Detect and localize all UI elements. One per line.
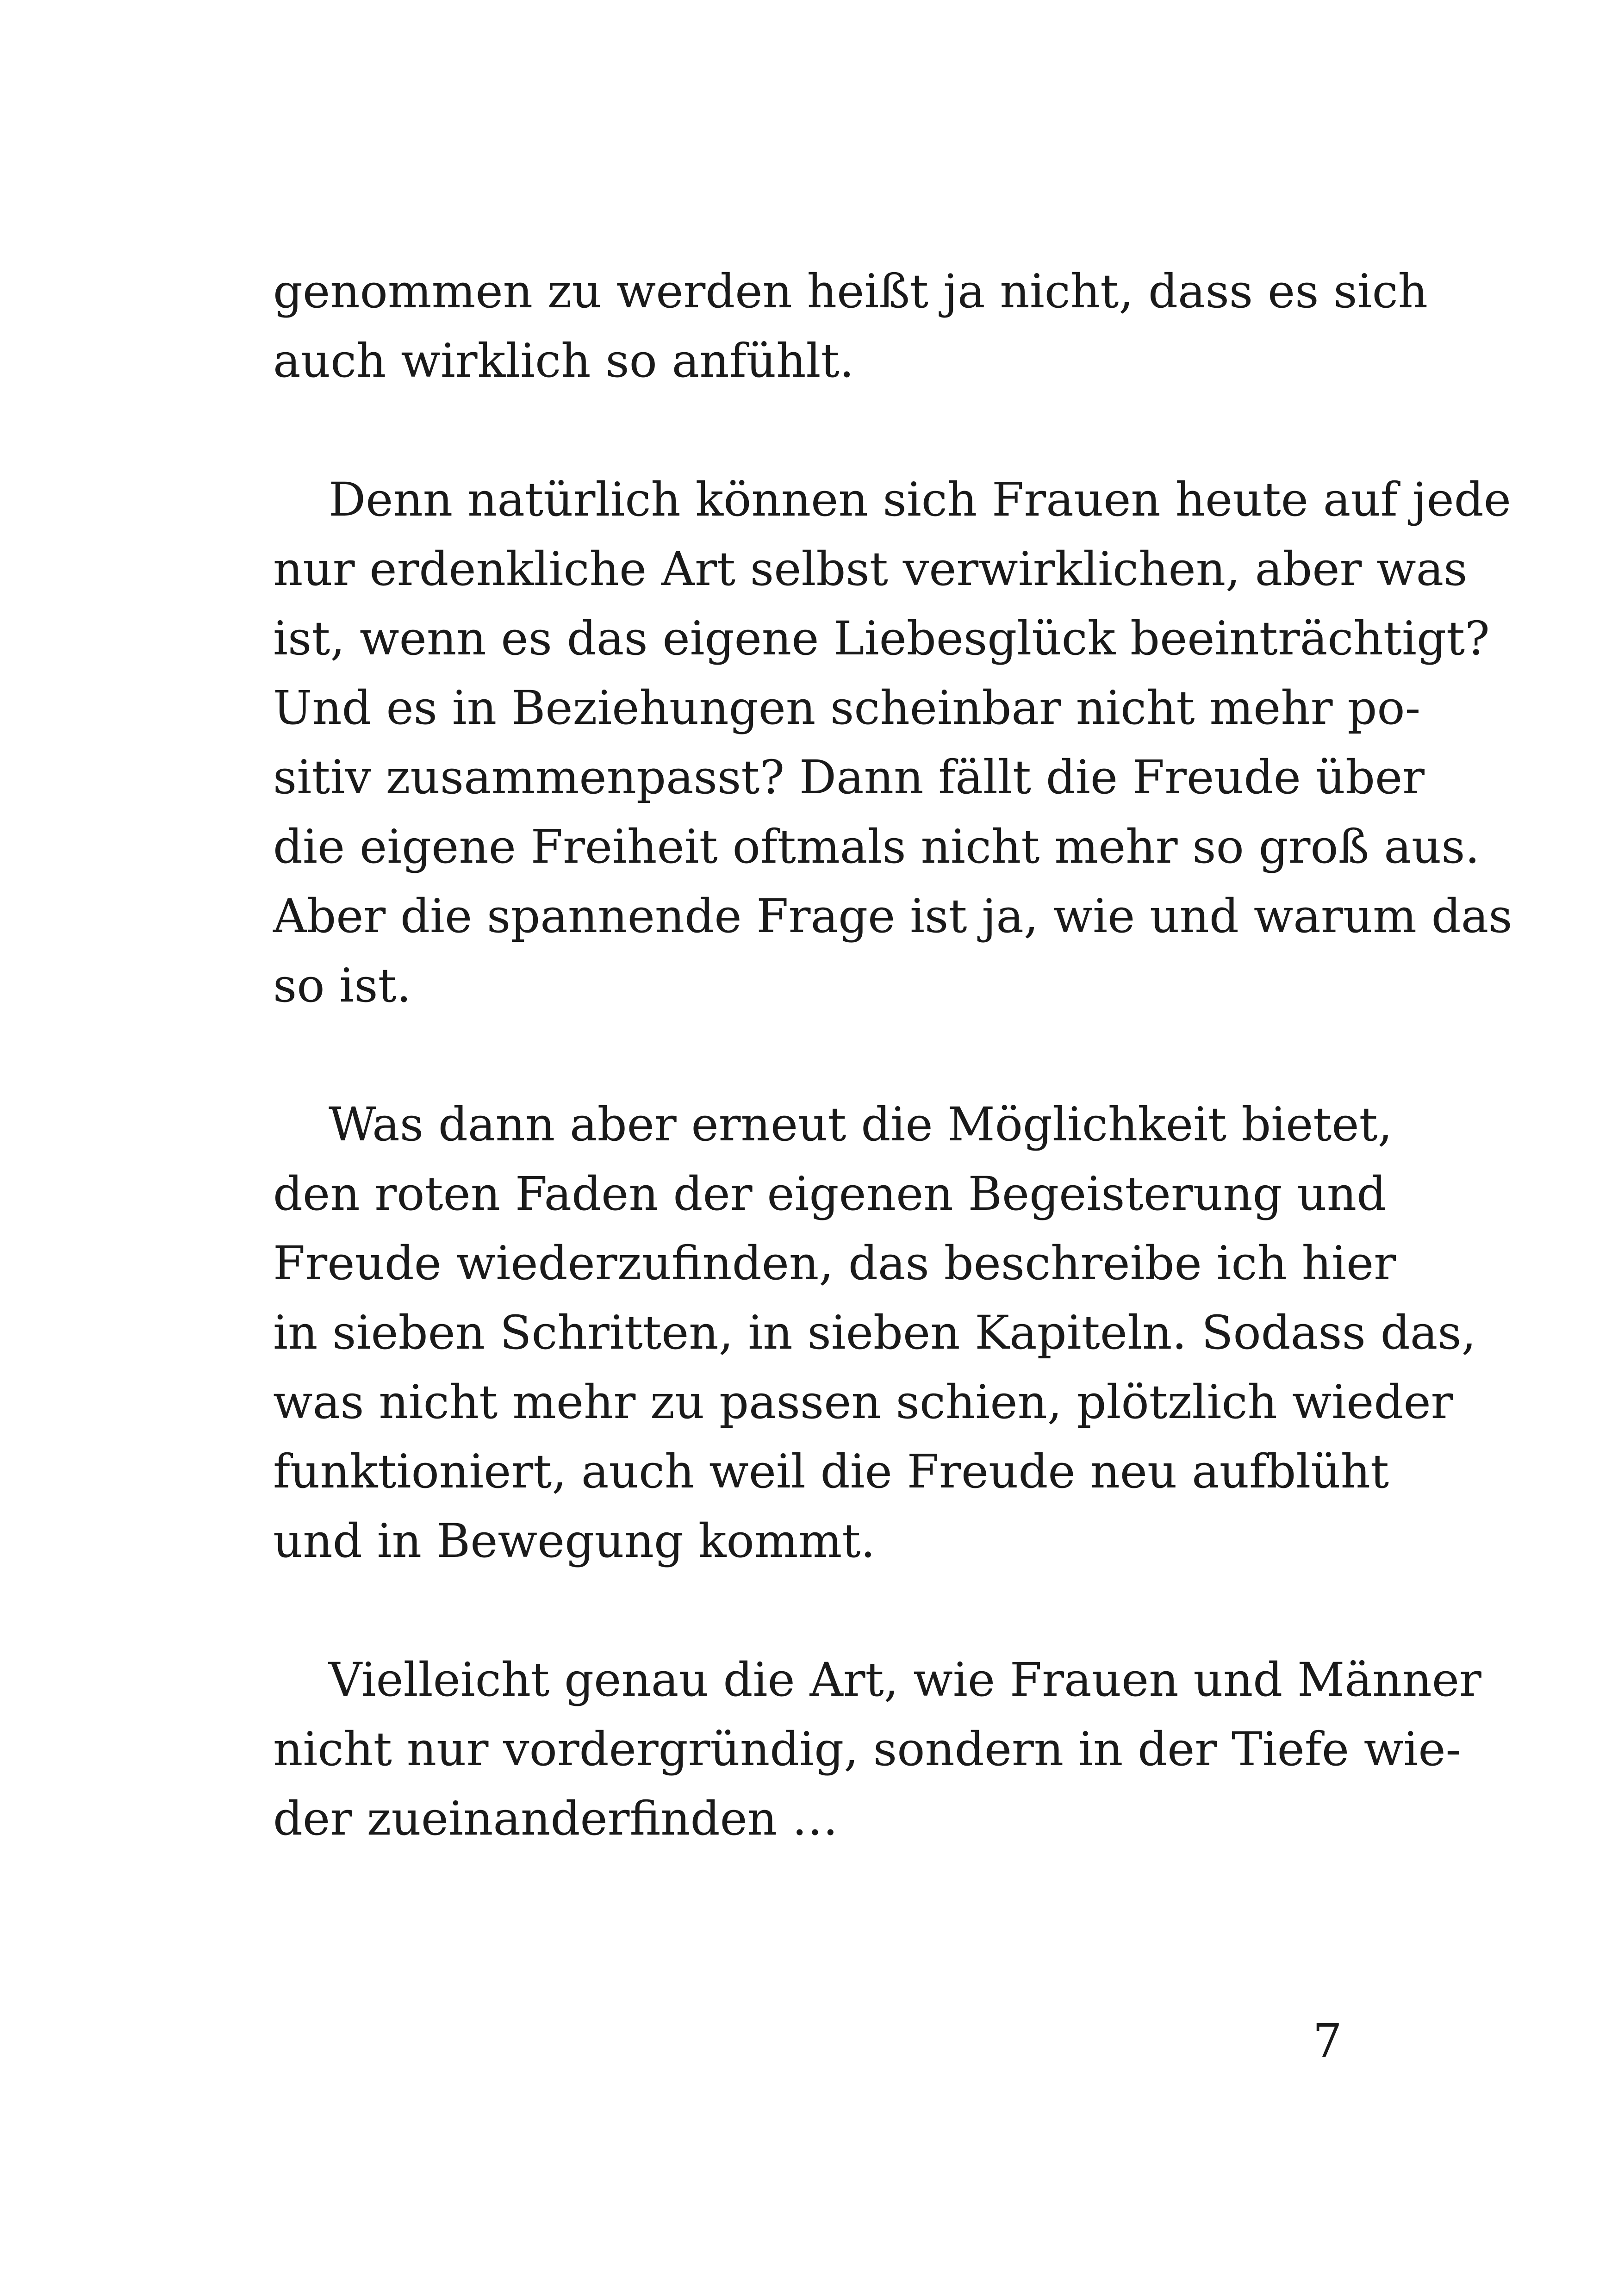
text-line: Was dann aber erneut die Möglichkeit bietet, xyxy=(329,1097,1393,1151)
text-line: ist, wenn es das eigene Liebesglück beeinträchtigt? xyxy=(273,611,1490,666)
text-line: auch wirklich so anfühlt. xyxy=(273,334,854,388)
paragraph-1 xyxy=(273,257,1428,396)
text-line: Aber die spannende Frage ist ja, wie und warum das xyxy=(273,889,1512,943)
text-line: Denn natürlich können sich Frauen heute auf jede xyxy=(329,473,1511,527)
paragraph-gap xyxy=(273,1576,1342,1645)
text-line: nur erdenkliche Art selbst verwirklichen, aber was xyxy=(273,542,1468,596)
paragraph-3 xyxy=(273,1090,1476,1576)
text-line: Freude wiederzufinden, das beschreibe ich hier xyxy=(273,1236,1396,1290)
text-line: den roten Faden der eigenen Begeisterung und xyxy=(273,1167,1387,1221)
paragraph-gap xyxy=(273,1020,1342,1090)
paragraph-4 xyxy=(273,1645,1481,1854)
text-line: was nicht mehr zu passen schien, plötzlich wieder xyxy=(273,1375,1453,1429)
paragraph-gap xyxy=(273,396,1342,465)
text-line: so ist. xyxy=(273,958,411,1013)
text-line: Und es in Beziehungen scheinbar nicht mehr po- xyxy=(273,681,1421,735)
text-line: funktioniert, auch weil die Freude neu aufblüht xyxy=(273,1444,1389,1499)
text-line: in sieben Schritten, in sieben Kapiteln. Sodass das, xyxy=(273,1306,1476,1360)
text-line: die eigene Freiheit oftmals nicht mehr so groß aus. xyxy=(273,820,1480,874)
text-line: der zueinanderfinden … xyxy=(273,1792,838,1846)
body-text xyxy=(273,257,1512,1854)
text-line: genommen zu werden heißt ja nicht, dass es sich xyxy=(273,264,1428,318)
text-line: und in Bewegung kommt. xyxy=(273,1514,876,1568)
text-line: Vielleicht genau die Art, wie Frauen und Männer xyxy=(329,1653,1481,1707)
paragraph-2 xyxy=(273,465,1512,1020)
text-line: sitiv zusammenpasst? Dann fällt die Freude über xyxy=(273,750,1425,804)
text-line: nicht nur vordergründig, sondern in der Tiefe wie- xyxy=(273,1722,1462,1776)
page-number: 7 xyxy=(1313,2014,1342,2068)
